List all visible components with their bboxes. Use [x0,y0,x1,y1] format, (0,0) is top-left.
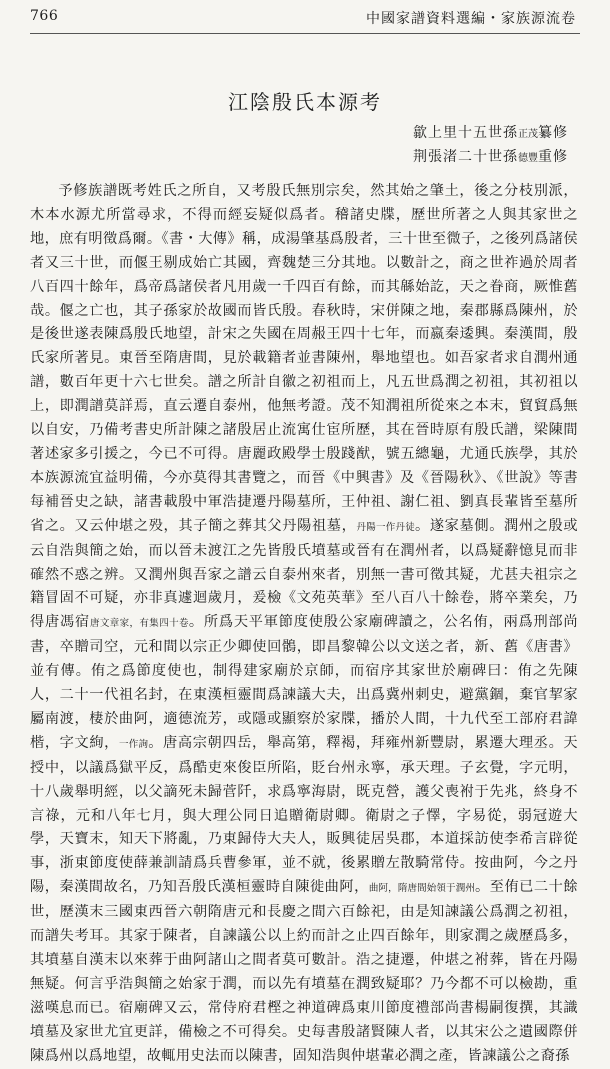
reviser-line [413,146,568,166]
inline-annotation: 一作詢 [118,738,149,750]
compiler-role: 纂修 [538,125,568,141]
compiler-line [413,122,568,142]
body-text-segment: 予修族譜既考姓氏之所自，又考殷氏無別宗矣，然其始之肇土，後之分枝別派，木本水源尤所當尋求，不得而經妄疑似爲者。稽諸史牒，歷世所著之人與其家世之地，庶有明徵爲爾。《書・大傳》稱，成湯肇基爲殷者，三十世至微子，之後列爲諸侯者又三十世，而偃王剔成始亡其國，齊魏楚三分其地。以數計之，商之世祚過於周者八百四十餘年，爲帝爲諸侯者凡用歲一千四百有餘，而其緜始訖，天之眷商，厥惟舊哉。偃之亡也，其子孫家於故國而皆氏殷。春秋時，宋併陳之地，秦郡縣爲陳州，於是後世遂表陳爲殷氏地望，計宋之失國在周赧王四十七年，而嬴秦逶興。秦漢間，殷氏家所著見。東晉至隋唐間，見於載籍者並書陳州，舉地望也。如吾家者求自潤州通譜，數百年更十六七世矣。譜之所計自徽之初祖而上，凡五世爲潤之初祖，其初祖以上，即潤譜莫詳焉，直云遷自泰州，他無考證。茂不知潤祖所從來之本末，貿貿爲無以自安，乃備考書史所計陳之諸殷居止流寓仕宦所歷，其在晉時原有殷氏譜，梁陳間著述家多引援之，今已不可得。唐麗政殿學士殷踐猷，號五總龜，尤通氏族學，其於本族源流宜益明備，今亦莫得其書覽之，而晉《中興書》及《晉陽秋》、《世說》等書每補晉史之缺，諸書載殷中軍浩捷遷丹陽墓所，王仲祖、謝仁祖、劉真長輩皆至墓所省之。又云仲堪之殁，其子簡之葬其父丹陽祖墓， [30,183,578,534]
body-text-segment: 。所爲天平軍節度使殷公家廟碑讀之，公名侑，兩爲刑部尚書，卒贈司空，元和間以宗正少卿使回鶻，即昌黎韓公以文送之者，新、舊《唐書》並有傳。侑之爲節度使也，制得建家廟於京師，而宿序其家世於廟碑曰：侑之先陳人，二十一代祖名封，在東漢桓靈間爲諫議大夫，出爲冀州刺史，避黨錮，棄官挈家屬南渡，棲於曲阿，適德流芳，或隱或顯察於家牒，播於人間，十九代至工部府君諱楷，字文絢， [30,614,578,751]
article-body [30,180,578,1069]
page-number: 766 [30,8,59,24]
compiler-text: 歙上里十五世孫 [413,125,518,141]
body-text-segment: 。遂家墓側。潤州之殷或云自浩與簡之始，而以晉未渡江之先皆殷氏墳墓或晉有在潤州者，以爲疑辭憶見而非確然不惑之辨。又潤州與吾家之譜云自泰州來者，別無一書可徵其疑，尤甚夫祖宗之籍冒固不可疑，亦非真遽迴歲月，爰檢《文苑英華》至八百八十餘卷，將卒業矣，乃得唐馮宿 [30,517,578,631]
inline-annotation: 曲阿，隋唐間始領于潤州 [368,883,475,895]
article-title: 江陰殷氏本源考 [228,90,382,114]
inline-annotation: 唐文章家，有集四十卷 [89,618,189,630]
body-text-segment: 。至侑已二十餘世，歷漢末三國東西晉六朝隋唐元和長慶之間六百餘祀，由是知諫議公爲潤之初祖，而譜失考耳。其家于陳者，自諫議公以上約而計之止四百餘年，則家潤之歲歷爲多，其墳墓自漢末以來葬于曲阿諸山之間者莫可數計。浩之捷遷，仲堪之袝葬，皆在丹陽無疑。何言乎浩與簡之始家于潤，而以先有墳墓在潤致疑耶？乃今都不可以檢勘，重滋嘆息而已。宿廟碑又云，常侍府君樫之神道碑爲東川節度禮部尚書楊嗣復撰，其識墳墓及家世尤宜更詳，備檢之不可得矣。史每書殷諸賢陳人者，以其宋公之遺國際併陳爲州以爲地望，故輒用史法而以陳書，固知浩與仲堪輩必潤之產，皆諫議公之裔孫 [30,879,578,1064]
running-head: 中國家譜資料選編・家族源流卷 [366,11,576,27]
inline-annotation: 丹陽一作丹徒 [356,521,415,533]
header-rule [30,33,580,34]
reviser-role: 重修 [538,149,568,165]
compiler-name-note: 正茂 [518,129,538,140]
reviser-name-note: 德豐 [518,153,538,164]
reviser-text: 荆張渚二十世孫 [413,149,518,165]
body-text-segment: 。唐高宗朝四岳，舉高第，釋褐，拜雍州新豐尉，累遷大理丞。天授中，以議爲獄平反，爲酷吏來俊臣所陷，貶台州永寧，承天理。子玄覺，字元明，十八歲舉明經，以父謫死未歸菅阡，求爲寧海尉，既克營，護父喪袝于先兆，終身不言祿，元和八年七月，與大理公同日追贈衛尉卿。衛尉之子懌，字易從，弱冠遊大學，天寶末，知天下將亂，乃東歸侍大夫人，販興徒居吳郡，本道採訪使李希言辟從事，浙東節度使薛兼訓請爲兵曹參軍，並不就，後累贈左散騎常侍。按曲阿，今之丹陽，秦漢間故名，乃知吾殷氏漢桓靈時自陳徙曲阿， [30,734,578,896]
